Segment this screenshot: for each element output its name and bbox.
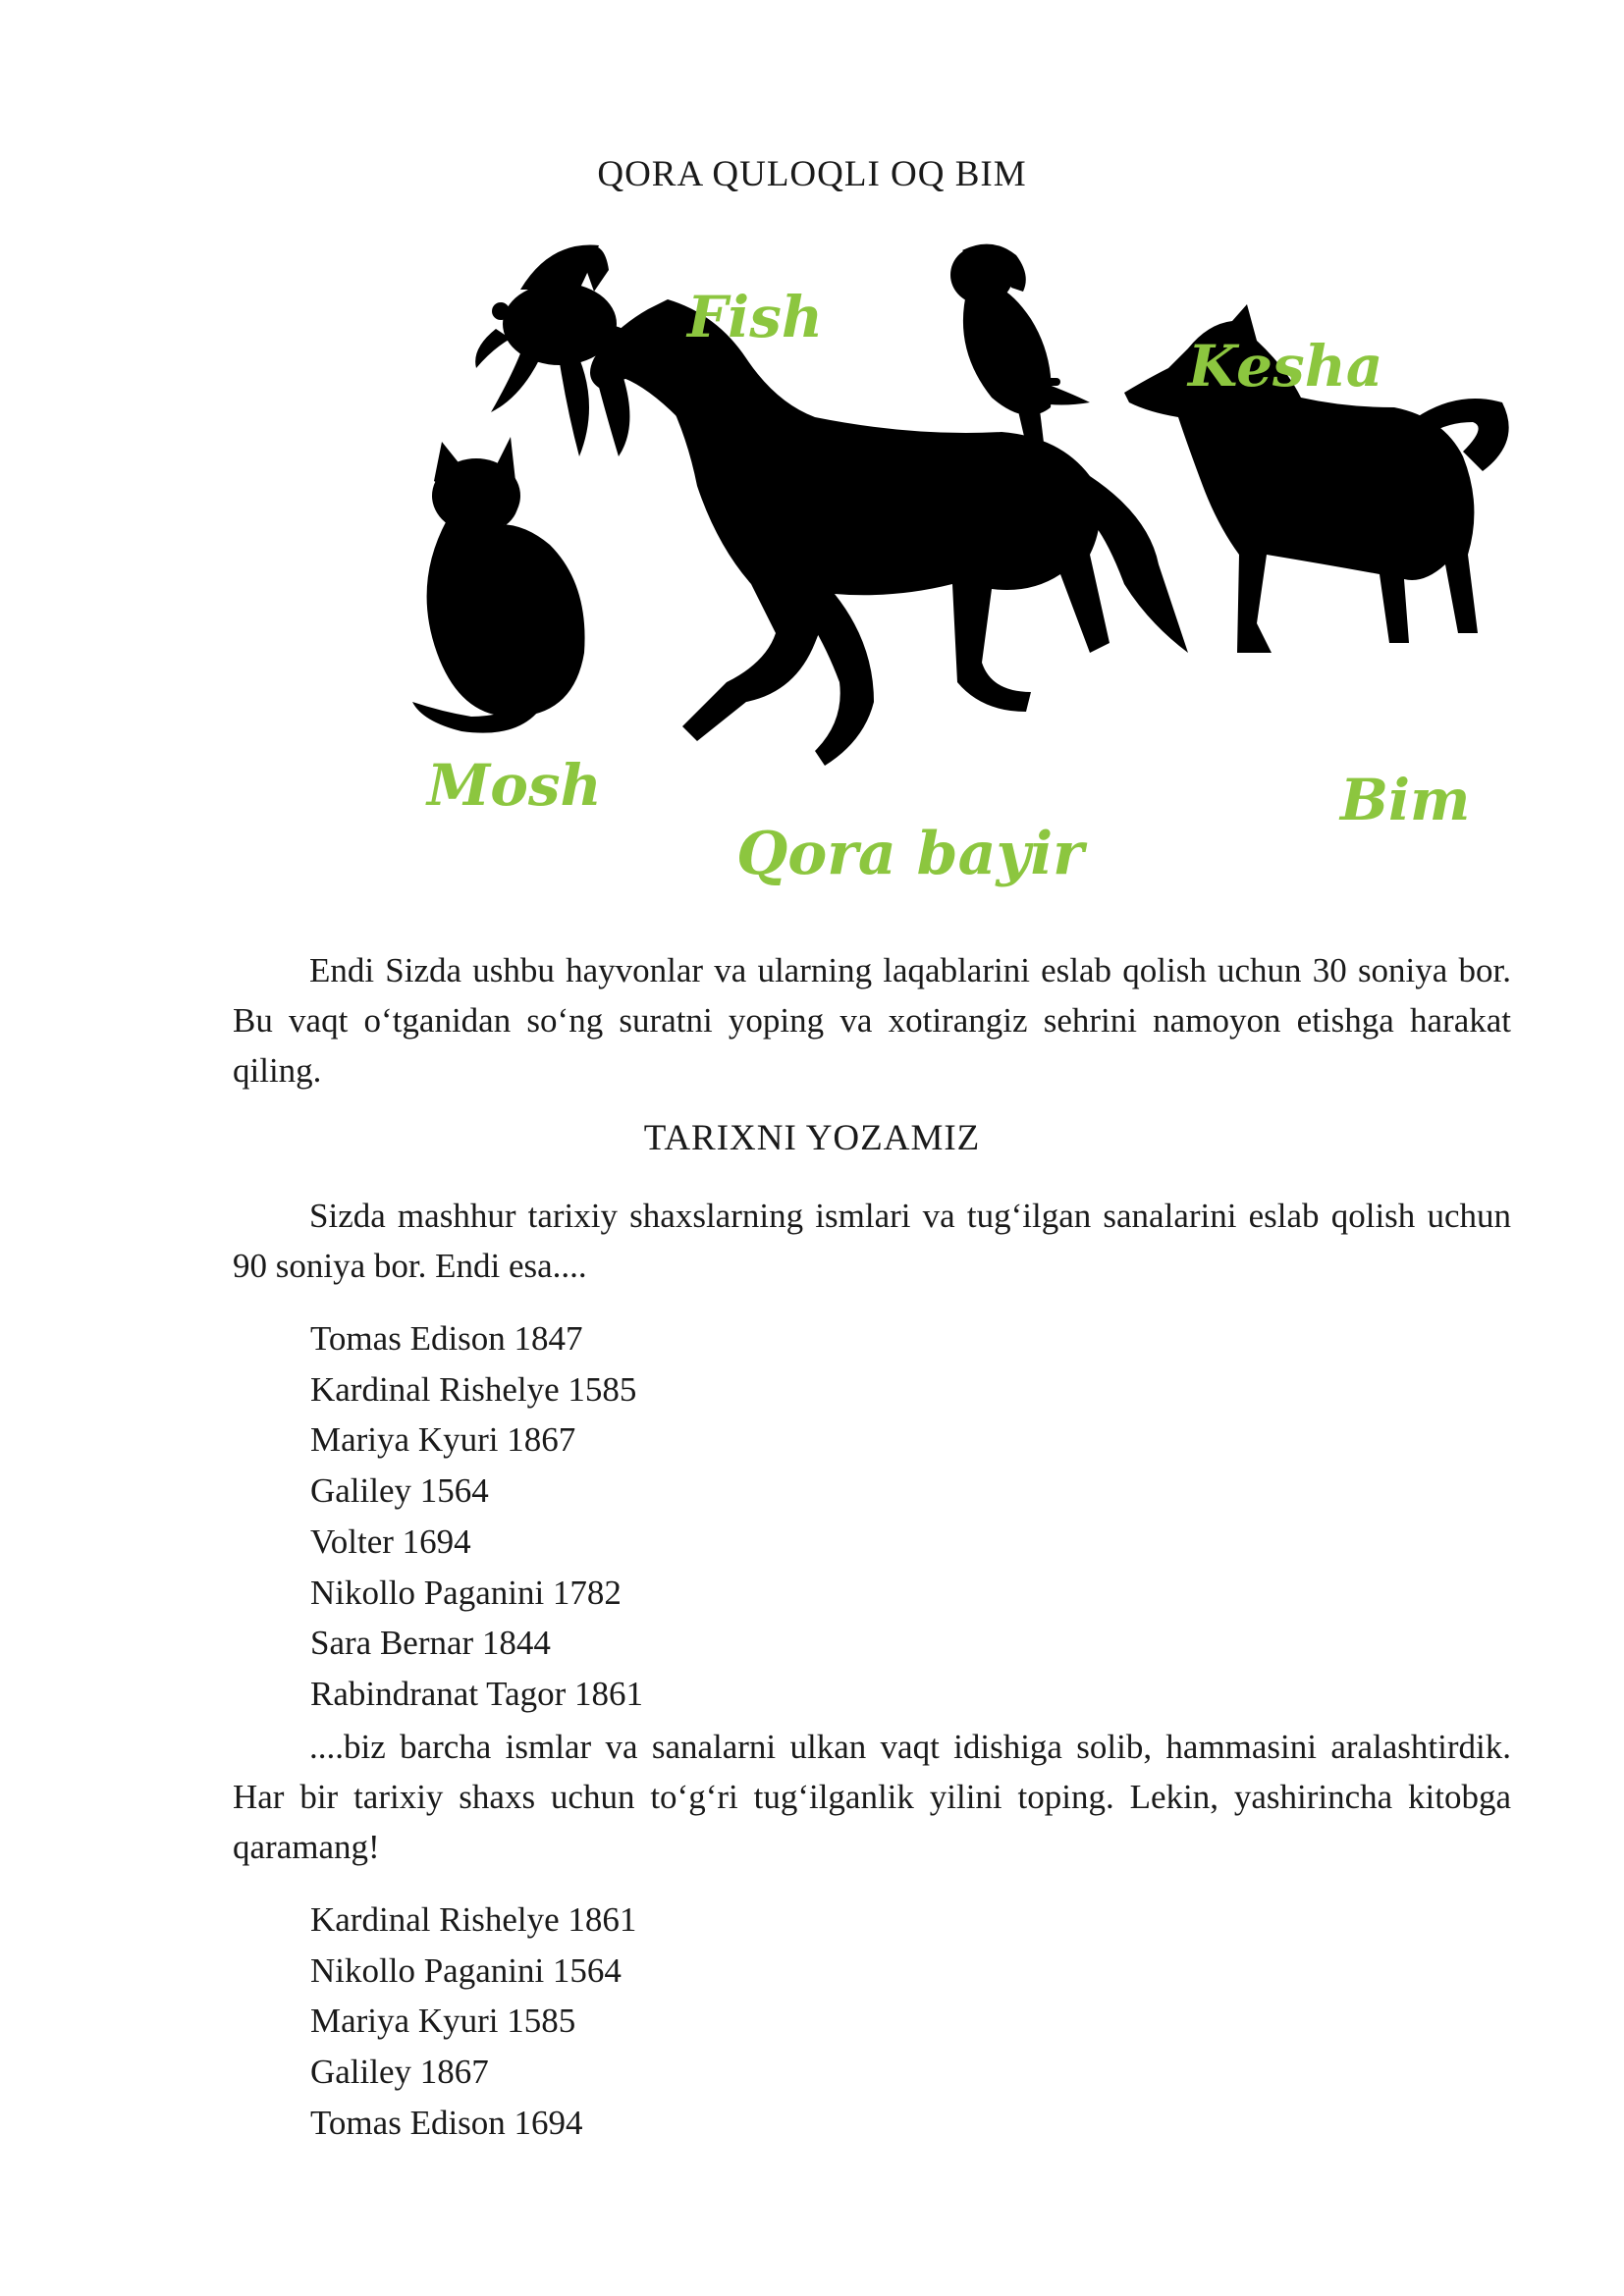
label-qora-bayir: Qora bayir — [736, 820, 1084, 888]
shuffled-years-list — [310, 1895, 636, 2149]
list-item: Tomas Edison 1694 — [310, 2103, 583, 2142]
list-item: Galiley 1564 — [310, 1471, 489, 1511]
list-item: Rabindranat Tagor 1861 — [310, 1674, 644, 1713]
list-item: Kardinal Rishelye 1585 — [310, 1369, 637, 1409]
list-item: Sara Bernar 1844 — [310, 1624, 551, 1663]
list-item: Volter 1694 — [310, 1522, 471, 1561]
list-item: Galiley 1867 — [310, 2053, 489, 2092]
shuffle-paragraph: ....biz barcha ismlar va sanalarni ulkan vaqt idishiga solib, hammasini aralashtirdik. Har bir tarixiy shaxs uchun to‘g‘ri tug‘ilganlik yilini toping. Lekin, yashirincha kitobga qaramang! — [233, 1728, 1511, 1866]
list-item: Nikollo Paganini 1564 — [310, 1950, 622, 1990]
birth-years-list — [310, 1313, 643, 1720]
section-title: TARIXNI YOZAMIZ — [643, 1118, 981, 1158]
page-title: QORA QULOQLI OQ BIM — [597, 154, 1027, 194]
instruction-paragraph: Sizda mashhur tarixiy shaxslarning ismlari va tug‘ilgan sanalarini eslab qolish uchun 90 soniya bor. Endi esa.... — [233, 1197, 1511, 1285]
animals-figure — [403, 231, 1561, 908]
label-mosh: Mosh — [427, 752, 602, 819]
list-item: Nikollo Paganini 1782 — [310, 1573, 622, 1612]
animals-illustration — [403, 231, 1561, 908]
cat-silhouette-icon — [412, 437, 585, 733]
horse-silhouette-icon — [590, 299, 1188, 766]
list-item: Tomas Edison 1847 — [310, 1319, 583, 1358]
list-item: Mariya Kyuri 1585 — [310, 2002, 576, 2041]
label-fish: Fish — [687, 284, 824, 350]
intro-paragraph: Endi Sizda ushbu hayvonlar va ularning laqablarini eslab qolish uchun 30 soniya bor. Bu vaqt o‘tganidan so‘ng suratni yoping va xotirangiz sehrini namoyon etishga harakat qiling. — [233, 951, 1511, 1090]
list-item: Kardinal Rishelye 1861 — [310, 1900, 637, 1939]
label-kesha: Kesha — [1188, 333, 1383, 400]
list-item: Mariya Kyuri 1867 — [310, 1420, 576, 1460]
label-bim: Bim — [1340, 767, 1471, 833]
